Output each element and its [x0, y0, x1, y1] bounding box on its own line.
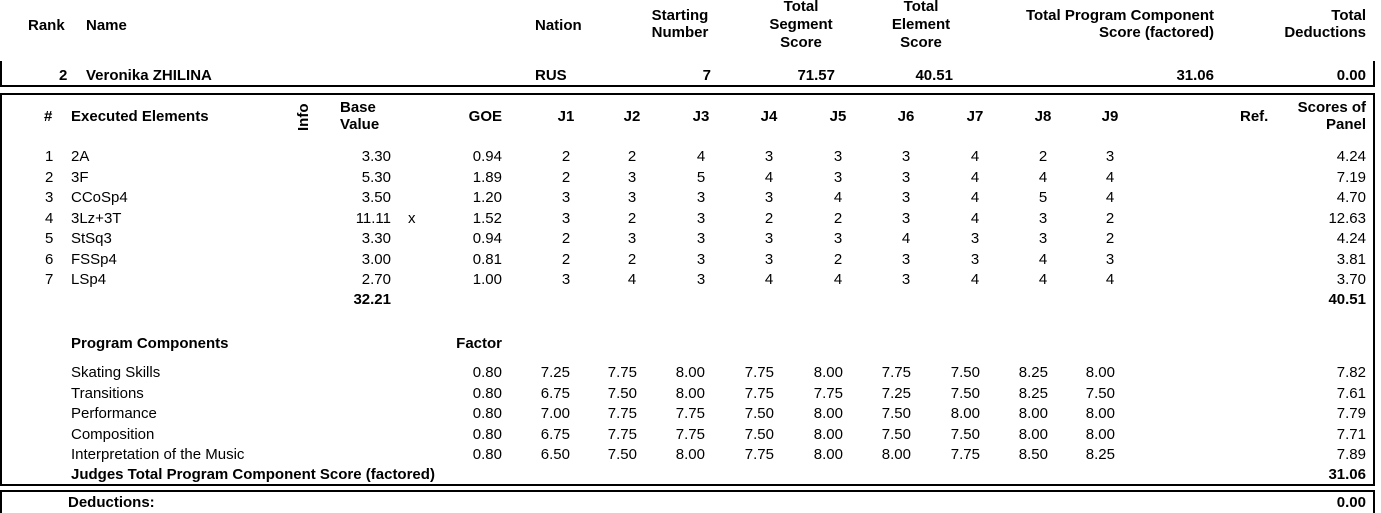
component-judge-score: 8.00	[1018, 405, 1048, 422]
element-panel-score: 4.24	[1336, 230, 1366, 247]
element-judge-score: 3	[833, 148, 843, 165]
element-judge-score: 3	[901, 210, 911, 227]
element-judge-score: 3	[833, 169, 843, 186]
element-judge-score: 3	[764, 148, 774, 165]
judge-header: J9	[1101, 108, 1119, 125]
col-base-value: Base Value	[340, 99, 380, 133]
component-factor: 0.80	[472, 385, 502, 402]
component-name: Performance	[71, 405, 157, 422]
element-number: 6	[45, 251, 54, 268]
element-name: FSSp4	[71, 251, 117, 268]
skater-starting-number: 7	[702, 67, 711, 84]
element-judge-score: 3	[696, 189, 706, 206]
element-judge-score: 4	[1105, 271, 1115, 288]
element-judge-score: 4	[970, 169, 980, 186]
component-panel-score: 7.71	[1336, 426, 1366, 443]
col-goe: GOE	[468, 108, 502, 125]
element-judge-score: 4	[764, 271, 774, 288]
component-judge-score: 7.50	[607, 385, 637, 402]
deductions-box	[0, 490, 1375, 513]
component-name: Transitions	[71, 385, 144, 402]
component-judge-score: 8.00	[1085, 364, 1115, 381]
element-judge-score: 3	[970, 251, 980, 268]
component-judge-score: 7.25	[881, 385, 911, 402]
header-total-element-score: Total Element Score	[891, 0, 951, 51]
component-judge-score: 7.75	[744, 385, 774, 402]
element-judge-score: 4	[1105, 169, 1115, 186]
element-judge-score: 4	[970, 271, 980, 288]
element-judge-score: 2	[627, 210, 637, 227]
judge-header: J2	[623, 108, 641, 125]
component-judge-score: 7.75	[607, 426, 637, 443]
component-judge-score: 6.50	[540, 446, 570, 463]
element-judge-score: 4	[1038, 169, 1048, 186]
component-judge-score: 7.50	[881, 426, 911, 443]
component-judge-score: 7.50	[744, 405, 774, 422]
component-judge-score: 8.00	[813, 364, 843, 381]
header-name: Name	[86, 17, 127, 34]
element-judge-score: 4	[1038, 271, 1048, 288]
col-num: #	[44, 108, 53, 125]
header-total-deductions: Total Deductions	[1284, 7, 1366, 41]
element-judge-score: 3	[561, 210, 571, 227]
component-name: Interpretation of the Music	[71, 446, 245, 463]
element-judge-score: 3	[1105, 251, 1115, 268]
col-scores-of-panel: Scores of Panel	[1297, 99, 1366, 133]
element-judge-score: 3	[901, 189, 911, 206]
skater-pcs: 31.06	[1176, 67, 1214, 84]
component-judge-score: 7.25	[540, 364, 570, 381]
component-factor: 0.80	[472, 405, 502, 422]
element-judge-score: 3	[901, 251, 911, 268]
element-judge-score: 4	[696, 148, 706, 165]
component-judge-score: 7.75	[950, 446, 980, 463]
element-judge-score: 2	[833, 251, 843, 268]
component-judge-score: 7.75	[881, 364, 911, 381]
component-judge-score: 8.00	[1085, 426, 1115, 443]
component-judge-score: 7.50	[950, 385, 980, 402]
element-judge-score: 3	[901, 271, 911, 288]
judge-header: J4	[760, 108, 778, 125]
element-judge-score: 4	[833, 189, 843, 206]
element-number: 2	[45, 169, 54, 186]
element-judge-score: 3	[696, 271, 706, 288]
element-judge-score: 4	[970, 210, 980, 227]
components-factor-header: Factor	[456, 335, 502, 352]
components-title: Program Components	[71, 335, 229, 352]
skater-deductions: 0.00	[1336, 67, 1366, 84]
element-name: StSq3	[71, 230, 112, 247]
element-judge-score: 3	[1038, 210, 1048, 227]
judge-header: J6	[897, 108, 915, 125]
component-judge-score: 8.25	[1018, 385, 1048, 402]
component-judge-score: 8.00	[675, 385, 705, 402]
element-judge-score: 5	[1038, 189, 1048, 206]
component-panel-score: 7.89	[1336, 446, 1366, 463]
skater-tes: 40.51	[915, 67, 953, 84]
element-judge-score: 2	[561, 230, 571, 247]
element-judge-score: 3	[627, 189, 637, 206]
element-judge-score: 2	[561, 169, 571, 186]
element-goe: 0.94	[472, 230, 502, 247]
deductions-value: 0.00	[1336, 494, 1366, 511]
deductions-label: Deductions:	[68, 494, 155, 511]
element-base-value: 2.70	[361, 271, 391, 288]
element-name: 2A	[71, 148, 90, 165]
element-number: 3	[45, 189, 54, 206]
element-name: 3Lz+3T	[71, 210, 122, 227]
component-judge-score: 7.75	[675, 426, 705, 443]
element-judge-score: 3	[833, 230, 843, 247]
component-judge-score: 7.50	[881, 405, 911, 422]
component-name: Skating Skills	[71, 364, 161, 381]
header-rank: Rank	[28, 17, 65, 34]
component-judge-score: 8.25	[1085, 446, 1115, 463]
skater-name: Veronika ZHILINA	[86, 67, 212, 84]
components-total-value: 31.06	[1328, 466, 1366, 483]
element-judge-score: 3	[764, 251, 774, 268]
element-judge-score: 3	[696, 210, 706, 227]
component-judge-score: 8.00	[813, 405, 843, 422]
element-panel-score: 4.70	[1336, 189, 1366, 206]
judge-header: J7	[966, 108, 984, 125]
element-number: 4	[45, 210, 54, 227]
skater-tss: 71.57	[797, 67, 835, 84]
component-judge-score: 7.50	[950, 426, 980, 443]
element-base-value: 3.00	[361, 251, 391, 268]
component-panel-score: 7.61	[1336, 385, 1366, 402]
component-judge-score: 7.50	[950, 364, 980, 381]
component-judge-score: 8.00	[1085, 405, 1115, 422]
element-name: CCoSp4	[71, 189, 128, 206]
element-judge-score: 3	[901, 169, 911, 186]
component-judge-score: 8.00	[1018, 426, 1048, 443]
element-judge-score: 5	[696, 169, 706, 186]
element-judge-score: 4	[627, 271, 637, 288]
element-judge-score: 3	[696, 230, 706, 247]
element-judge-score: 2	[627, 148, 637, 165]
element-panel-score: 12.63	[1328, 210, 1366, 227]
element-judge-score: 4	[970, 189, 980, 206]
header-total-segment-score: Total Segment Score	[769, 0, 833, 51]
element-goe: 0.94	[472, 148, 502, 165]
element-judge-score: 3	[764, 230, 774, 247]
element-judge-score: 3	[627, 169, 637, 186]
element-goe: 1.52	[472, 210, 502, 227]
element-number: 1	[45, 148, 54, 165]
element-judge-score: 2	[561, 251, 571, 268]
judge-header: J3	[692, 108, 710, 125]
component-panel-score: 7.82	[1336, 364, 1366, 381]
element-judge-score: 4	[833, 271, 843, 288]
component-judge-score: 8.50	[1018, 446, 1048, 463]
element-judge-score: 4	[1038, 251, 1048, 268]
component-name: Composition	[71, 426, 155, 443]
element-goe: 0.81	[472, 251, 502, 268]
component-judge-score: 7.75	[607, 405, 637, 422]
element-judge-score: 4	[1105, 189, 1115, 206]
component-factor: 0.80	[472, 446, 502, 463]
element-judge-score: 3	[561, 189, 571, 206]
components-total-label: Judges Total Program Component Score (factored)	[71, 466, 435, 483]
element-name: LSp4	[71, 271, 107, 288]
header-nation: Nation	[535, 17, 582, 34]
header-total-pcs: Total Program Component Score (factored)	[1025, 7, 1214, 41]
col-executed-elements: Executed Elements	[71, 108, 209, 125]
skater-nation: RUS	[535, 67, 567, 84]
element-number: 5	[45, 230, 54, 247]
component-judge-score: 7.00	[540, 405, 570, 422]
component-judge-score: 8.00	[813, 426, 843, 443]
element-judge-score: 3	[764, 189, 774, 206]
element-number: 7	[45, 271, 54, 288]
element-judge-score: 2	[764, 210, 774, 227]
element-judge-score: 2	[833, 210, 843, 227]
judge-header: J8	[1034, 108, 1052, 125]
element-judge-score: 2	[627, 251, 637, 268]
element-judge-score: 3	[1038, 230, 1048, 247]
element-info: x	[408, 210, 416, 227]
component-judge-score: 6.75	[540, 426, 570, 443]
component-judge-score: 7.75	[744, 364, 774, 381]
element-base-value: 3.30	[361, 230, 391, 247]
element-judge-score: 3	[696, 251, 706, 268]
element-base-value: 3.50	[361, 189, 391, 206]
element-judge-score: 3	[1105, 148, 1115, 165]
element-panel-score: 3.81	[1336, 251, 1366, 268]
component-judge-score: 8.00	[881, 446, 911, 463]
component-judge-score: 7.50	[744, 426, 774, 443]
element-judge-score: 2	[1105, 210, 1115, 227]
header-starting-number: Starting Number	[651, 7, 709, 41]
component-judge-score: 7.75	[744, 446, 774, 463]
col-ref: Ref.	[1240, 108, 1269, 125]
element-name: 3F	[71, 169, 89, 186]
col-info: Info	[295, 103, 312, 131]
element-judge-score: 2	[561, 148, 571, 165]
element-judge-score: 4	[764, 169, 774, 186]
judge-header: J5	[829, 108, 847, 125]
component-judge-score: 7.75	[607, 364, 637, 381]
component-judge-score: 7.75	[813, 385, 843, 402]
element-panel-score: 4.24	[1336, 148, 1366, 165]
element-base-value: 3.30	[361, 148, 391, 165]
element-judge-score: 2	[1105, 230, 1115, 247]
element-base-value: 5.30	[361, 169, 391, 186]
component-judge-score: 8.00	[675, 364, 705, 381]
component-judge-score: 7.50	[607, 446, 637, 463]
elements-panel-total: 40.51	[1328, 291, 1366, 308]
element-judge-score: 3	[970, 230, 980, 247]
element-panel-score: 3.70	[1336, 271, 1366, 288]
component-judge-score: 8.00	[813, 446, 843, 463]
component-judge-score: 8.25	[1018, 364, 1048, 381]
component-panel-score: 7.79	[1336, 405, 1366, 422]
element-judge-score: 2	[1038, 148, 1048, 165]
component-judge-score: 7.50	[1085, 385, 1115, 402]
element-judge-score: 4	[970, 148, 980, 165]
element-goe: 1.00	[472, 271, 502, 288]
judge-header: J1	[557, 108, 575, 125]
component-judge-score: 7.75	[675, 405, 705, 422]
component-judge-score: 8.00	[675, 446, 705, 463]
component-factor: 0.80	[472, 426, 502, 443]
element-panel-score: 7.19	[1336, 169, 1366, 186]
component-factor: 0.80	[472, 364, 502, 381]
element-judge-score: 4	[901, 230, 911, 247]
component-judge-score: 6.75	[540, 385, 570, 402]
element-goe: 1.89	[472, 169, 502, 186]
element-judge-score: 3	[561, 271, 571, 288]
element-judge-score: 3	[901, 148, 911, 165]
element-base-value: 11.11	[355, 210, 391, 227]
element-goe: 1.20	[472, 189, 502, 206]
elements-base-total: 32.21	[353, 291, 391, 308]
skater-rank: 2	[59, 67, 68, 84]
element-judge-score: 3	[627, 230, 637, 247]
component-judge-score: 8.00	[950, 405, 980, 422]
